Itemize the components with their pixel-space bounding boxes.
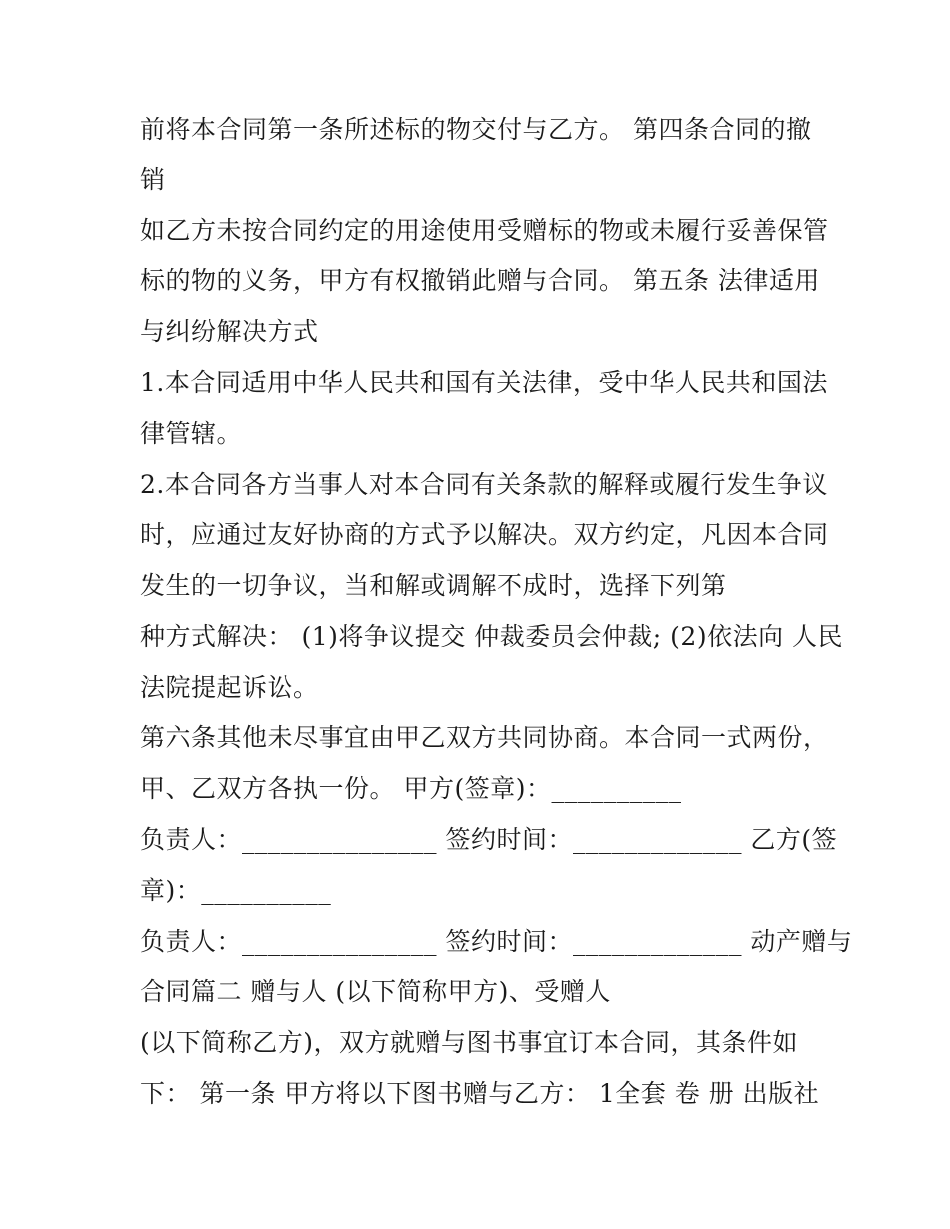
text-line: 下： 第一条 甲方将以下图书赠与乙方： 1全套 卷 册 出版社 xyxy=(140,1079,820,1108)
text-line: 时，应通过友好协商的方式予以解决。双方约定，凡因本合同 xyxy=(140,520,829,549)
text-line: 销 xyxy=(140,165,166,194)
text-line: 甲、乙双方各执一份。 甲方(签章)：__________ xyxy=(140,774,682,803)
text-line: 法院提起诉讼。 xyxy=(140,673,319,702)
text-line: 发生的一切争议，当和解或调解不成时，选择下列第 xyxy=(140,571,727,600)
text-line: 负责人：_______________ 签约时间：_____________ 乙方(签 xyxy=(140,825,838,854)
text-line: 合同篇二 赠与人 (以下简称甲方)、受赠人 xyxy=(140,977,611,1006)
text-line: 如乙方未按合同约定的用途使用受赠标的物或未履行妥善保管 xyxy=(140,216,829,245)
text-line: 律管辖。 xyxy=(140,419,243,448)
text-line: 1.本合同适用中华人民共和国有关法律，受中华人民共和国法 xyxy=(140,368,828,397)
text-line: 负责人：_______________ 签约时间：_____________ 动产赠与 xyxy=(140,927,853,956)
text-line: (以下简称乙方)，双方就赠与图书事宜订本合同，其条件如 xyxy=(140,1028,799,1057)
text-line: 种方式解决： (1)将争议提交 仲裁委员会仲裁; (2)依法向 人民 xyxy=(140,622,844,651)
text-line: 与纠纷解决方式 xyxy=(140,317,319,346)
text-line: 前将本合同第一条所述标的物交付与乙方。 第四条合同的撤 xyxy=(140,115,812,144)
text-line: 标的物的义务，甲方有权撤销此赠与合同。 第五条 法律适用 xyxy=(140,266,820,295)
text-line: 第六条其他未尽事宜由甲乙双方共同协商。本合同一式两份， xyxy=(140,723,829,752)
text-line: 章)：__________ xyxy=(140,876,332,905)
text-line: 2.本合同各方当事人对本合同有关条款的解释或履行发生争议 xyxy=(140,470,828,499)
